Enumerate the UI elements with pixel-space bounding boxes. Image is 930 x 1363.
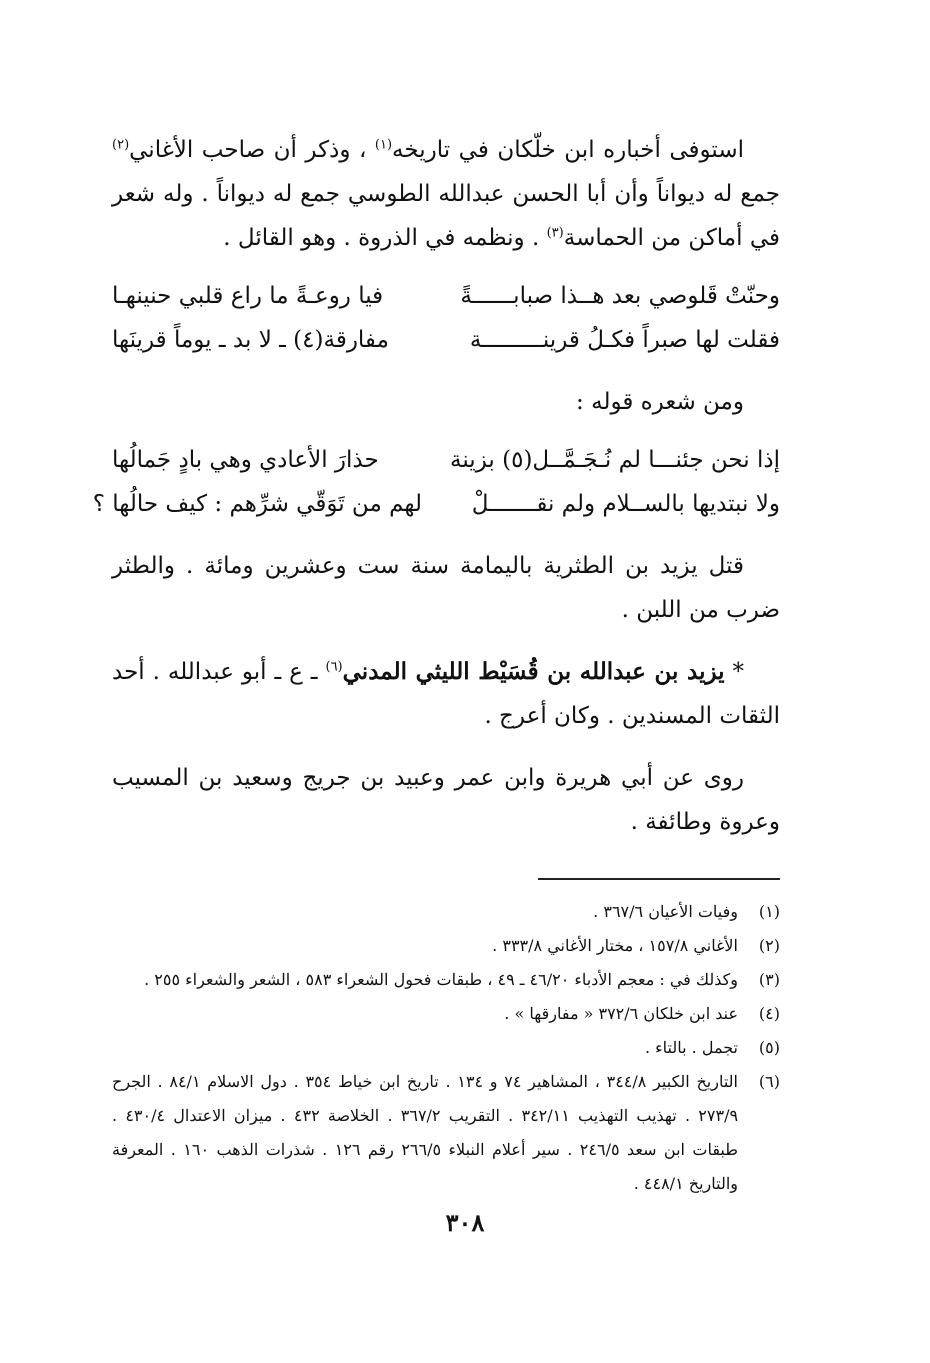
footnote (112, 895, 780, 929)
paragraph-poem-intro: ومن شعره قوله : (576, 389, 744, 415)
footnote (112, 1065, 780, 1201)
footnote-number: (٥) (758, 1038, 780, 1057)
text-run: ، وذكر أن صاحب الأغاني (129, 137, 375, 163)
verse-second-hemistich: فيا روعـةً ما راع قلبي حنينهـا (112, 283, 384, 309)
paragraph-intro (112, 128, 780, 260)
text-run: استوفى أخباره ابن خلّكان في تاريخه (392, 137, 745, 163)
footnote-ref[interactable]: (٦) (325, 659, 343, 675)
entry-name: يزيد بن عبدالله بن قُسَيْط الليثي المدني (342, 658, 725, 685)
footnote-text: وفيات الأعيان ٣٦٧/٦ . (593, 902, 738, 921)
footnote-text: التاريخ الكبير ٣٤٤/٨ ، المشاهير ٧٤ و ١٣٤ . تاريخ ابن خياط ٣٥٤ . دول الاسلام ٨٤/١ . الجرح ٢٧٣/٩ . تهذيب التهذيب ٣٤٢/١١ . التقريب ٣٦٧/٢ . الخلاصة ٤٣٢ . ميزان الاعتدال ٤٣٠/٤ . طبقات ابن سعد ٢٤٦/٥ . سير أعلام النبلاء ٢٦٦/٥ رقم ١٢٦ . شذرات الذهب ١٦٠ . المعرفة والتاريخ ٤٤٨/١ . (112, 1072, 739, 1193)
text-run: . ونظمه في الذروة . وهو القائل . (223, 225, 547, 251)
verse-first-hemistich: فقلت لها صبراً فكـلُ قرينـــــــــة (469, 327, 780, 353)
footnote-number: (١) (758, 902, 780, 921)
footnote-text: وكذلك في : معجم الأدباء ٤٦/٢٠ ـ ٤٩ ، طبقات فحول الشعراء ٥٨٣ ، الشعر والشعراء ٢٥٥ . (144, 970, 738, 989)
poem-2 (92, 438, 780, 526)
verse-first-hemistich: وحنّتْ قَلوصي بعد هــذا صبابــــــةً (460, 283, 780, 309)
poem-1 (112, 274, 780, 362)
verse-first-hemistich: ولا نبتديها بالســلام ولم نقـــــــلْ (471, 491, 780, 517)
verse-line (92, 482, 780, 526)
verse-second-hemistich: مفارقة(٤) ـ لا بد ـ يوماً قرينَها (112, 327, 389, 353)
main-text (92, 128, 780, 844)
verse-line (112, 318, 780, 362)
footnote-text: عند ابن خلكان ٣٧٢/٦ « مفارقها » . (504, 1004, 738, 1023)
footnote-text: تجمل . بالتاء . (644, 1038, 738, 1057)
entry-star: * (724, 659, 744, 685)
footnote (112, 997, 780, 1031)
paragraph-narrators: روى عن أبي هريرة وابن عمر وعبيد بن جريج وسعيد بن المسيب وعروة وطائفة . (112, 765, 780, 835)
footnote-separator (538, 878, 780, 880)
footnotes (112, 895, 780, 1201)
verse-line (112, 438, 780, 482)
footnote-ref[interactable]: (٣) (546, 225, 564, 241)
text-run: ـ ع ـ أبو عبدالله . أحد الثقات المسندين . وكان أعرج . (112, 659, 780, 729)
footnote-number: (٦) (758, 1072, 780, 1091)
verse-second-hemistich: لهم من تَوَقّي شرِّهم : كيف حالُها ؟ (92, 491, 422, 517)
paragraph-entry (112, 650, 780, 738)
verse-line (112, 274, 780, 318)
footnote-ref[interactable]: (٢) (112, 137, 130, 153)
verse-first-hemistich: إذا نحن جئنـــا لم نُـجَـمَّــل(٥) بزينة (450, 447, 780, 473)
footnote-number: (٣) (758, 970, 780, 989)
footnote (112, 929, 780, 963)
footnote (112, 963, 780, 997)
footnote (112, 1031, 780, 1065)
paragraph-death: قتل يزيد بن الطثرية باليمامة سنة ست وعشرين ومائة . والطثر ضرب من اللبن . (112, 553, 780, 623)
footnote-text: الأغاني ١٥٧/٨ ، مختار الأغاني ٣٣٣/٨ . (492, 936, 738, 955)
page-number: ٣٠٨ (445, 1208, 485, 1237)
footnote-ref[interactable]: (١) (374, 137, 393, 153)
verse-second-hemistich: حذارَ الأعادي وهي بادٍ جَمالُها (112, 447, 379, 473)
footnote-number: (٢) (758, 936, 780, 955)
text-run: جمع له ديواناً وأن أبا الحسن عبدالله الطوسي جمع له ديواناً . وله شعر في أماكن من الحماسة (112, 181, 780, 251)
footnote-number: (٤) (758, 1004, 780, 1023)
